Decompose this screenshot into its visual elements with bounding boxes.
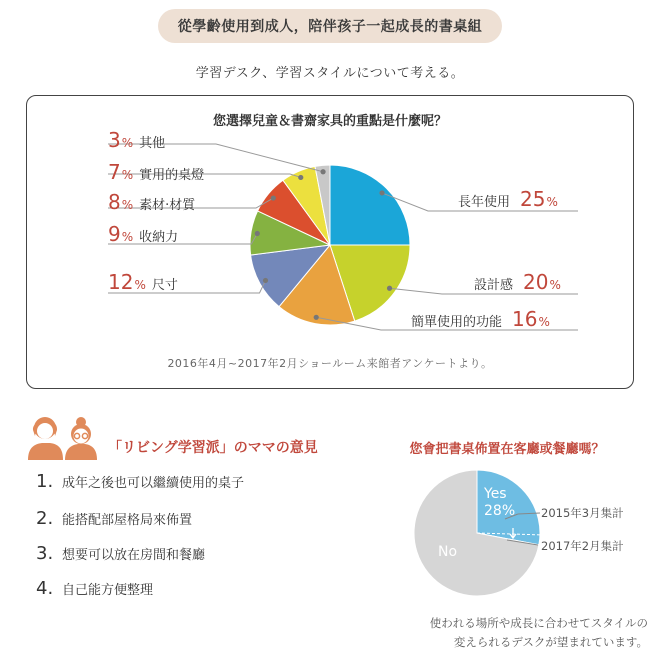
opinion-text: 想要可以放在房間和餐廳 xyxy=(62,548,206,563)
opinion-item xyxy=(36,578,153,599)
survey-question: 您選擇兒童＆書齋家具的重點是什麼呢？ xyxy=(212,114,447,129)
unit-longuse: % xyxy=(546,195,558,209)
label-simple xyxy=(411,307,550,331)
no-label: No xyxy=(438,544,458,560)
date-2015: 2015年3月集計 xyxy=(541,506,624,520)
leader-dot xyxy=(298,175,303,180)
opinion-text: 自己能方便整理 xyxy=(62,583,154,598)
label-design xyxy=(474,270,561,294)
text-material: 素材·材質 xyxy=(139,198,196,213)
text-longuse: 長年使用 xyxy=(458,195,511,210)
unit-design: % xyxy=(549,278,561,292)
pct-other: 3 xyxy=(108,128,121,152)
unit-size: % xyxy=(134,278,146,292)
unit-other: % xyxy=(121,136,134,150)
parent-avatar-icon xyxy=(22,414,102,466)
pct-storage: 9 xyxy=(108,222,121,246)
survey-note: 2016年4月~2017年2月ショールーム来館者アンケートより。 xyxy=(167,357,493,370)
label-storage xyxy=(108,222,178,246)
text-lamp: 實用的桌燈 xyxy=(139,168,205,183)
opinion-number: 4. xyxy=(36,578,54,599)
pct-design: 20 xyxy=(523,270,549,294)
unit-material: % xyxy=(121,198,134,212)
text-design: 設計感 xyxy=(474,278,514,293)
second-question: 您會把書桌佈置在客廳或餐廳嗎？ xyxy=(409,442,605,457)
page-subtitle: 学習デスク、学習スタイルについて考える。 xyxy=(195,66,465,81)
opinion-number: 1. xyxy=(36,471,54,492)
pct-size: 12 xyxy=(108,270,134,294)
opinion-item xyxy=(36,543,205,564)
unit-simple: % xyxy=(538,315,550,329)
date-2017: 2017年2月集計 xyxy=(541,539,624,553)
mama-title: 「リビング学習派」のママの意見 xyxy=(108,440,318,456)
unit-storage: % xyxy=(121,230,134,244)
leader-dot xyxy=(387,286,392,291)
leader-dot xyxy=(263,278,268,283)
opinion-number: 2. xyxy=(36,508,54,529)
pct-longuse: 25 xyxy=(520,187,546,211)
leader-dot xyxy=(271,195,276,200)
text-simple: 簡單使用的功能 xyxy=(411,315,503,330)
pct-material: 8 xyxy=(108,190,121,214)
leader-dot xyxy=(255,231,260,236)
unit-lamp: % xyxy=(121,168,134,182)
label-material xyxy=(108,190,195,214)
label-other xyxy=(108,128,165,152)
yes-pct: 28% xyxy=(484,503,516,519)
text-size: 尺寸 xyxy=(151,278,178,293)
text-storage: 收納力 xyxy=(139,230,179,245)
opinion-item xyxy=(36,508,192,529)
text-other: 其他 xyxy=(139,136,166,151)
footer-line: 使われる場所や成長に合わせてスタイルの xyxy=(429,616,648,630)
leader-dot xyxy=(320,169,325,174)
opinion-item xyxy=(36,471,244,492)
pct-simple: 16 xyxy=(512,307,538,331)
label-lamp xyxy=(108,160,204,184)
opinion-text: 能搭配部屋格局來佈置 xyxy=(62,513,193,528)
leader-dot xyxy=(314,315,319,320)
pie-slice xyxy=(330,165,410,245)
leader-dot xyxy=(379,190,384,195)
footer-note xyxy=(368,614,648,652)
label-size xyxy=(108,270,178,294)
page-title: 從學齡使用到成人，陪伴孩子一起成長的書桌組 xyxy=(177,19,483,35)
label-longuse xyxy=(458,187,558,211)
yes-label: Yes xyxy=(484,486,507,502)
footer-line: 変えられるデスクが望まれています。 xyxy=(453,635,648,649)
opinion-text: 成年之後也可以繼續使用的桌子 xyxy=(62,476,245,491)
opinion-number: 3. xyxy=(36,543,54,564)
pct-lamp: 7 xyxy=(108,160,121,184)
